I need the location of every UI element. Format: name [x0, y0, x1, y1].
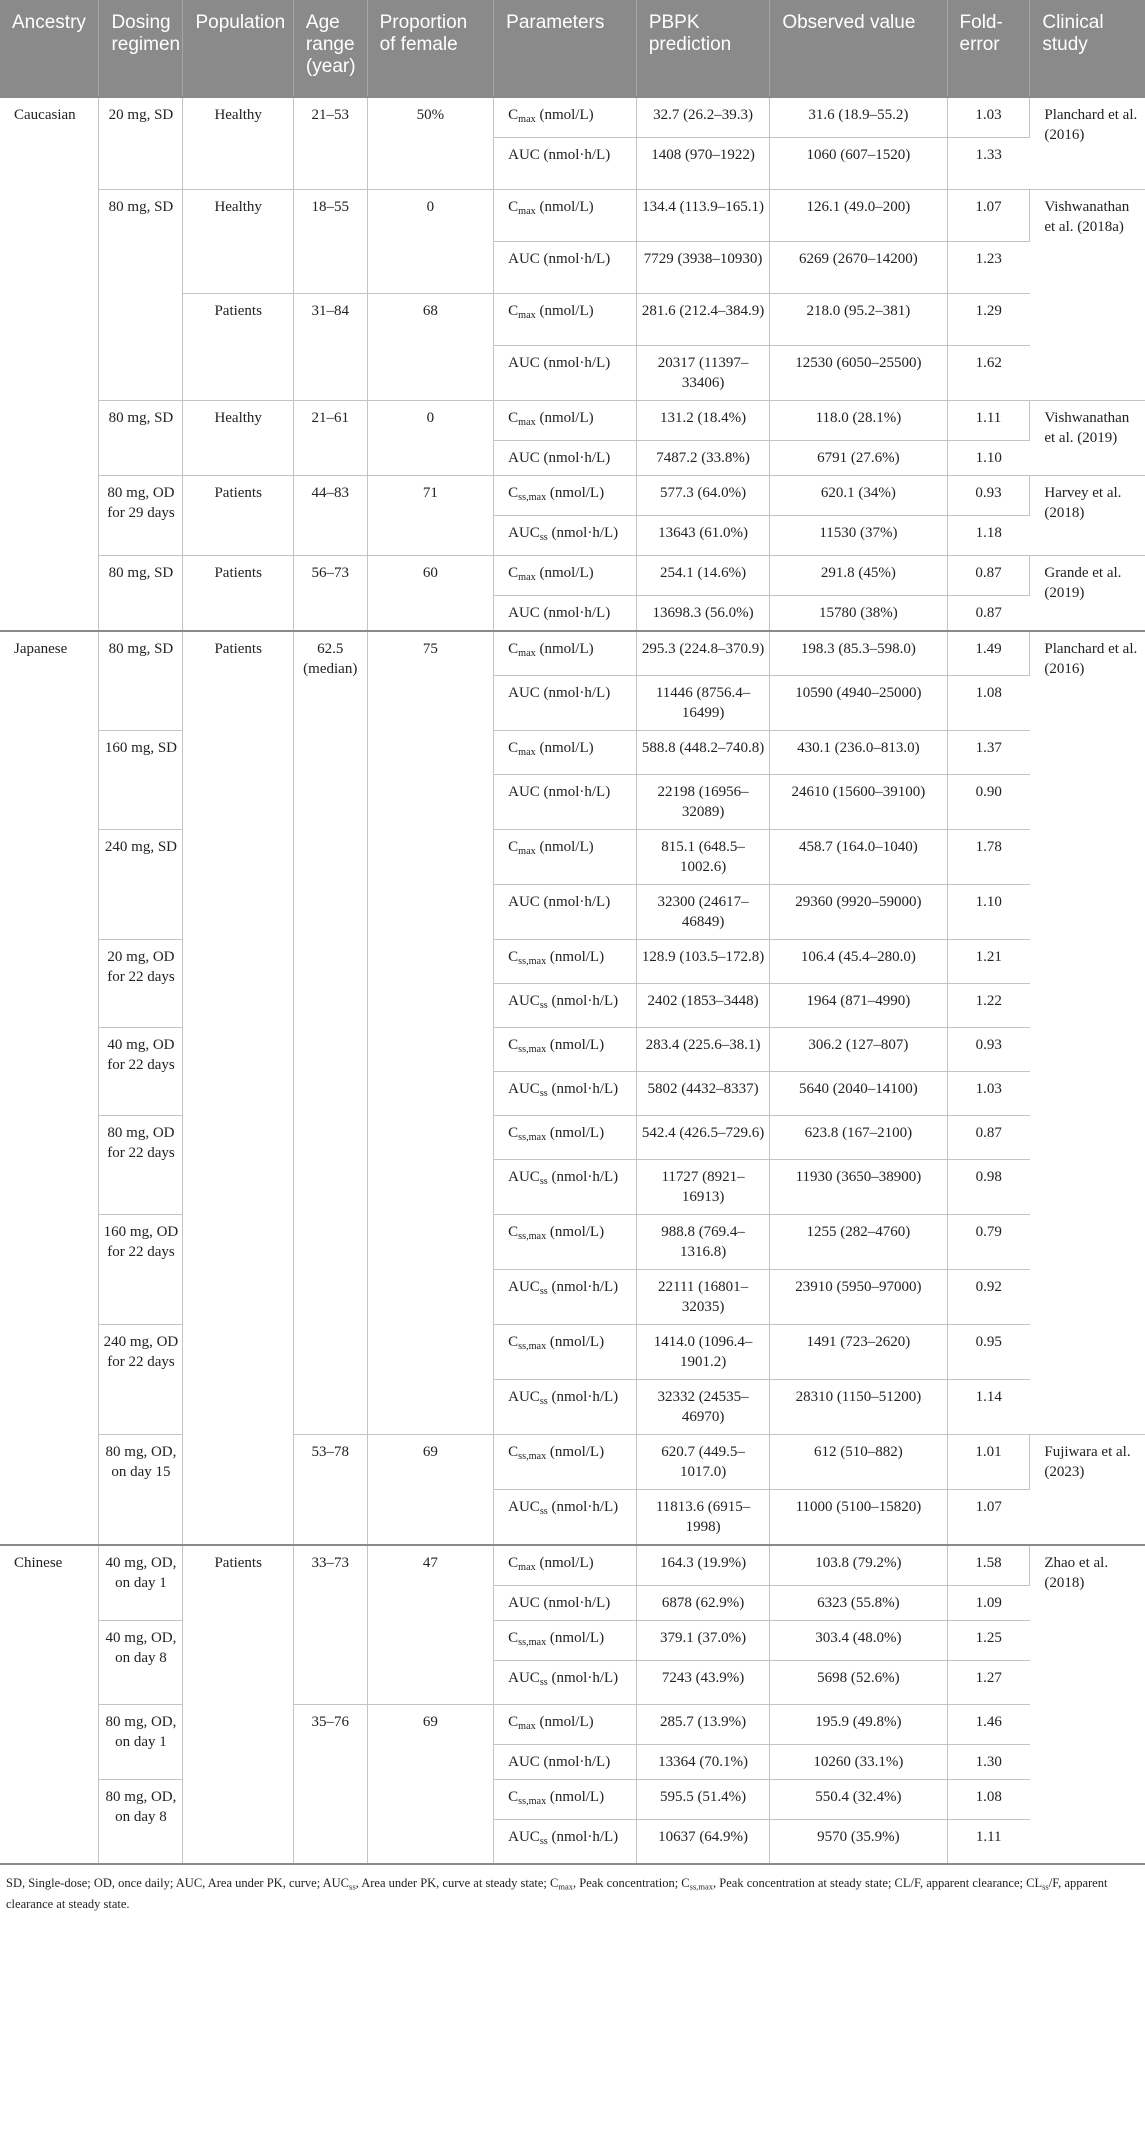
clinical-study-cell: Grande et al. (2019) — [1030, 556, 1145, 632]
dosing-regimen-cell: 80 mg, OD, on day 8 — [99, 1779, 183, 1863]
pbpk-prediction-cell: 7729 (3938–10930) — [636, 242, 769, 294]
dosing-regimen-cell: 80 mg, SD — [99, 631, 183, 730]
observed-value-cell: 291.8 (45%) — [770, 556, 947, 596]
dosing-regimen-cell: 40 mg, OD, on day 8 — [99, 1620, 183, 1704]
female-proportion-cell: 50% — [367, 97, 494, 190]
pbpk-prediction-cell: 988.8 (769.4–1316.8) — [636, 1214, 769, 1269]
observed-value-cell: 9570 (35.9%) — [770, 1819, 947, 1863]
fold-error-cell: 0.87 — [947, 1115, 1030, 1159]
table-row — [0, 476, 1145, 516]
parameter-cell: AUC (nmol·h/L) — [494, 675, 637, 730]
fold-error-cell: 1.27 — [947, 1660, 1030, 1704]
observed-value-cell: 620.1 (34%) — [770, 476, 947, 516]
observed-value-cell: 126.1 (49.0–200) — [770, 190, 947, 242]
pbpk-prediction-cell: 620.7 (449.5–1017.0) — [636, 1434, 769, 1489]
observed-value-cell: 1491 (723–2620) — [770, 1324, 947, 1379]
fold-error-cell: 0.93 — [947, 476, 1030, 516]
observed-value-cell: 5698 (52.6%) — [770, 1660, 947, 1704]
pbpk-prediction-cell: 32332 (24535–46970) — [636, 1379, 769, 1434]
dosing-regimen-cell: 80 mg, OD, on day 1 — [99, 1704, 183, 1779]
fold-error-cell: 1.14 — [947, 1379, 1030, 1434]
clinical-study-cell: Zhao et al. (2018) — [1030, 1545, 1145, 1864]
dosing-regimen-cell: 80 mg, OD for 22 days — [99, 1115, 183, 1214]
dosing-regimen-cell: 80 mg, OD, on day 15 — [99, 1434, 183, 1545]
observed-value-cell: 106.4 (45.4–280.0) — [770, 939, 947, 983]
parameter-cell: $C_{ss,max}$ (nmol/L) — [494, 1214, 637, 1269]
observed-value-cell: 430.1 (236.0–813.0) — [770, 730, 947, 774]
pbpk-prediction-cell: 11813.6 (6915–1998) — [636, 1489, 769, 1545]
age-range-cell: 44–83 — [293, 476, 367, 556]
female-proportion-cell: 47 — [367, 1545, 494, 1705]
fold-error-cell: 1.09 — [947, 1585, 1030, 1620]
pbpk-prediction-cell: 1414.0 (1096.4–1901.2) — [636, 1324, 769, 1379]
pbpk-prediction-cell: 6878 (62.9%) — [636, 1585, 769, 1620]
observed-value-cell: 550.4 (32.4%) — [770, 1779, 947, 1819]
fold-error-cell: 1.07 — [947, 1489, 1030, 1545]
pbpk-prediction-cell: 7487.2 (33.8%) — [636, 441, 769, 476]
parameter-cell: $C_{ss,max}$ (nmol/L) — [494, 476, 637, 516]
table-row — [0, 631, 1145, 675]
header-fold-error: Fold-error — [947, 0, 1030, 97]
age-range-cell: 21–61 — [293, 401, 367, 476]
observed-value-cell: 12530 (6050–25500) — [770, 346, 947, 401]
pbpk-prediction-cell: 283.4 (225.6–38.1) — [636, 1027, 769, 1071]
female-proportion-cell: 0 — [367, 401, 494, 476]
header-parameters: Parameters — [494, 0, 637, 97]
pbpk-prediction-cell: 20317 (11397–33406) — [636, 346, 769, 401]
parameter-cell: $AUC_{ss}$ (nmol·h/L) — [494, 516, 637, 556]
observed-value-cell: 6269 (2670–14200) — [770, 242, 947, 294]
table-row — [0, 97, 1145, 138]
parameter-cell: $C_{ss,max}$ (nmol/L) — [494, 1027, 637, 1071]
fold-error-cell: 1.23 — [947, 242, 1030, 294]
fold-error-cell: 1.11 — [947, 1819, 1030, 1863]
parameter-cell: $C_{ss,max}$ (nmol/L) — [494, 939, 637, 983]
pbpk-prediction-cell: 295.3 (224.8–370.9) — [636, 631, 769, 675]
pbpk-prediction-cell: 22111 (16801–32035) — [636, 1269, 769, 1324]
dosing-regimen-cell: 240 mg, OD for 22 days — [99, 1324, 183, 1434]
parameter-cell: AUC (nmol·h/L) — [494, 1585, 637, 1620]
population-cell: Healthy — [183, 97, 293, 190]
observed-value-cell: 10260 (33.1%) — [770, 1744, 947, 1779]
observed-value-cell: 306.2 (127–807) — [770, 1027, 947, 1071]
age-range-cell: 62.5 (median) — [293, 631, 367, 1434]
parameter-cell: AUC (nmol·h/L) — [494, 346, 637, 401]
dosing-regimen-cell: 20 mg, OD for 22 days — [99, 939, 183, 1027]
parameter-cell: $C_{ss,max}$ (nmol/L) — [494, 1115, 637, 1159]
parameter-cell: AUC (nmol·h/L) — [494, 138, 637, 190]
header-proportion-female: Proportion of female — [367, 0, 494, 97]
clinical-study-cell: Planchard et al. (2016) — [1030, 97, 1145, 190]
clinical-study-cell: Vishwanathan et al. (2018a) — [1030, 190, 1145, 401]
age-range-cell: 35–76 — [293, 1704, 367, 1863]
age-range-cell: 53–78 — [293, 1434, 367, 1545]
population-cell: Healthy — [183, 401, 293, 476]
dosing-regimen-cell: 240 mg, SD — [99, 829, 183, 939]
observed-value-cell: 11530 (37%) — [770, 516, 947, 556]
parameter-cell: $C_{max}$ (nmol/L) — [494, 1545, 637, 1586]
population-cell: Patients — [183, 556, 293, 632]
observed-value-cell: 6791 (27.6%) — [770, 441, 947, 476]
pbpk-prediction-cell: 134.4 (113.9–165.1) — [636, 190, 769, 242]
observed-value-cell: 623.8 (167–2100) — [770, 1115, 947, 1159]
observed-value-cell: 10590 (4940–25000) — [770, 675, 947, 730]
parameter-cell: $C_{max}$ (nmol/L) — [494, 631, 637, 675]
fold-error-cell: 1.10 — [947, 884, 1030, 939]
fold-error-cell: 1.08 — [947, 675, 1030, 730]
pbpk-prediction-cell: 595.5 (51.4%) — [636, 1779, 769, 1819]
header-ancestry: Ancestry — [0, 0, 99, 97]
table-row — [0, 1115, 1145, 1159]
table-row — [0, 556, 1145, 596]
pbpk-prediction-cell: 13643 (61.0%) — [636, 516, 769, 556]
population-cell: Patients — [183, 476, 293, 556]
table-row — [0, 1214, 1145, 1269]
parameter-cell: $C_{max}$ (nmol/L) — [494, 829, 637, 884]
fold-error-cell: 0.95 — [947, 1324, 1030, 1379]
ancestry-cell: Japanese — [0, 631, 99, 1545]
parameter-cell: AUC (nmol·h/L) — [494, 1744, 637, 1779]
pbpk-prediction-cell: 5802 (4432–8337) — [636, 1071, 769, 1115]
parameter-cell: $AUC_{ss}$ (nmol·h/L) — [494, 1489, 637, 1545]
observed-value-cell: 458.7 (164.0–1040) — [770, 829, 947, 884]
fold-error-cell: 0.90 — [947, 774, 1030, 829]
parameter-cell: $AUC_{ss}$ (nmol·h/L) — [494, 1819, 637, 1863]
parameter-cell: $C_{ss,max}$ (nmol/L) — [494, 1324, 637, 1379]
pbpk-prediction-cell: 128.9 (103.5–172.8) — [636, 939, 769, 983]
parameter-cell: $AUC_{ss}$ (nmol·h/L) — [494, 1071, 637, 1115]
clinical-study-cell: Fujiwara et al. (2023) — [1030, 1434, 1145, 1545]
header-clinical-study: Clinical study — [1030, 0, 1145, 97]
pbpk-prediction-cell: 815.1 (648.5–1002.6) — [636, 829, 769, 884]
ancestry-cell: Caucasian — [0, 97, 99, 631]
header-dosing-regimen: Dosing regimen — [99, 0, 183, 97]
female-proportion-cell: 60 — [367, 556, 494, 632]
pbpk-prediction-cell: 542.4 (426.5–729.6) — [636, 1115, 769, 1159]
table-row — [0, 1027, 1145, 1071]
fold-error-cell: 1.49 — [947, 631, 1030, 675]
pbpk-prediction-cell: 7243 (43.9%) — [636, 1660, 769, 1704]
parameter-cell: $C_{max}$ (nmol/L) — [494, 190, 637, 242]
fold-error-cell: 1.07 — [947, 190, 1030, 242]
parameter-cell: $AUC_{ss}$ (nmol·h/L) — [494, 1660, 637, 1704]
pbpk-prediction-cell: 285.7 (13.9%) — [636, 1704, 769, 1744]
parameter-cell: $AUC_{ss}$ (nmol·h/L) — [494, 983, 637, 1027]
fold-error-cell: 1.58 — [947, 1545, 1030, 1586]
pbpk-prediction-cell: 588.8 (448.2–740.8) — [636, 730, 769, 774]
clinical-study-cell: Harvey et al. (2018) — [1030, 476, 1145, 556]
pbpk-prediction-cell: 577.3 (64.0%) — [636, 476, 769, 516]
age-range-cell: 21–53 — [293, 97, 367, 190]
female-proportion-cell: 69 — [367, 1434, 494, 1545]
parameter-cell: $C_{max}$ (nmol/L) — [494, 1704, 637, 1744]
observed-value-cell: 1060 (607–1520) — [770, 138, 947, 190]
parameter-cell: $AUC_{ss}$ (nmol·h/L) — [494, 1159, 637, 1214]
fold-error-cell: 1.11 — [947, 401, 1030, 441]
clinical-study-cell: Planchard et al. (2016) — [1030, 631, 1145, 1434]
table-row — [0, 1779, 1145, 1819]
ancestry-cell: Chinese — [0, 1545, 99, 1864]
age-range-cell: 56–73 — [293, 556, 367, 632]
observed-value-cell: 29360 (9920–59000) — [770, 884, 947, 939]
header-row — [0, 0, 1145, 97]
fold-error-cell: 1.08 — [947, 1779, 1030, 1819]
fold-error-cell: 0.93 — [947, 1027, 1030, 1071]
observed-value-cell: 103.8 (79.2%) — [770, 1545, 947, 1586]
observed-value-cell: 198.3 (85.3–598.0) — [770, 631, 947, 675]
fold-error-cell: 0.98 — [947, 1159, 1030, 1214]
parameter-cell: AUC (nmol·h/L) — [494, 884, 637, 939]
fold-error-cell: 1.22 — [947, 983, 1030, 1027]
parameter-cell: $C_{max}$ (nmol/L) — [494, 556, 637, 596]
pbpk-prediction-cell: 11727 (8921–16913) — [636, 1159, 769, 1214]
observed-value-cell: 24610 (15600–39100) — [770, 774, 947, 829]
fold-error-cell: 1.25 — [947, 1620, 1030, 1660]
table-footnote: SD, Single-dose; OD, once daily; AUC, Area under PK, curve; $AUC_{ss}$, Area under PK, curve at steady state; $C_{max}$, Peak concentration; $C_{ss,max}$, Peak concentration at steady state; CL/F, apparent clearance; $CL_{ss}/F$, apparent clearance at steady state. — [0, 1863, 1145, 1913]
fold-error-cell: 1.33 — [947, 138, 1030, 190]
pbpk-prediction-cell: 11446 (8756.4–16499) — [636, 675, 769, 730]
parameter-cell: $C_{ss,max}$ (nmol/L) — [494, 1779, 637, 1819]
fold-error-cell: 1.21 — [947, 939, 1030, 983]
fold-error-cell: 1.30 — [947, 1744, 1030, 1779]
observed-value-cell: 218.0 (95.2–381) — [770, 294, 947, 346]
pbpk-prediction-cell: 22198 (16956–32089) — [636, 774, 769, 829]
parameter-cell: AUC (nmol·h/L) — [494, 441, 637, 476]
table-row — [0, 401, 1145, 441]
pbpk-prediction-cell: 32.7 (26.2–39.3) — [636, 97, 769, 138]
observed-value-cell: 11930 (3650–38900) — [770, 1159, 947, 1214]
dosing-regimen-cell: 20 mg, SD — [99, 97, 183, 190]
fold-error-cell: 1.03 — [947, 1071, 1030, 1115]
pbpk-prediction-cell: 131.2 (18.4%) — [636, 401, 769, 441]
pbpk-prediction-cell: 2402 (1853–3448) — [636, 983, 769, 1027]
pbpk-prediction-cell: 10637 (64.9%) — [636, 1819, 769, 1863]
pbpk-prediction-cell: 32300 (24617–46849) — [636, 884, 769, 939]
population-cell: Patients — [183, 631, 293, 1545]
observed-value-cell: 118.0 (28.1%) — [770, 401, 947, 441]
pbpk-prediction-cell: 164.3 (19.9%) — [636, 1545, 769, 1586]
age-range-cell: 31–84 — [293, 294, 367, 401]
observed-value-cell: 195.9 (49.8%) — [770, 1704, 947, 1744]
fold-error-cell: 1.37 — [947, 730, 1030, 774]
parameter-cell: $C_{max}$ (nmol/L) — [494, 730, 637, 774]
parameter-cell: $AUC_{ss}$ (nmol·h/L) — [494, 1269, 637, 1324]
table-row — [0, 190, 1145, 242]
observed-value-cell: 31.6 (18.9–55.2) — [770, 97, 947, 138]
fold-error-cell: 0.87 — [947, 596, 1030, 632]
header-age-range: Age range (year) — [293, 0, 367, 97]
table-row — [0, 829, 1145, 884]
dosing-regimen-cell: 80 mg, SD — [99, 190, 183, 401]
header-pbpk-prediction: PBPK prediction — [636, 0, 769, 97]
header-observed-value: Observed value — [770, 0, 947, 97]
observed-value-cell: 11000 (5100–15820) — [770, 1489, 947, 1545]
fold-error-cell: 1.03 — [947, 97, 1030, 138]
population-cell: Healthy — [183, 190, 293, 294]
table-row — [0, 1620, 1145, 1660]
parameter-cell: $C_{max}$ (nmol/L) — [494, 97, 637, 138]
observed-value-cell: 303.4 (48.0%) — [770, 1620, 947, 1660]
female-proportion-cell: 69 — [367, 1704, 494, 1863]
table-row — [0, 730, 1145, 774]
dosing-regimen-cell: 40 mg, OD for 22 days — [99, 1027, 183, 1115]
pbpk-prediction-cell: 281.6 (212.4–384.9) — [636, 294, 769, 346]
fold-error-cell: 1.18 — [947, 516, 1030, 556]
fold-error-cell: 1.46 — [947, 1704, 1030, 1744]
observed-value-cell: 28310 (1150–51200) — [770, 1379, 947, 1434]
pbpk-prediction-cell: 379.1 (37.0%) — [636, 1620, 769, 1660]
fold-error-cell: 0.87 — [947, 556, 1030, 596]
fold-error-cell: 1.62 — [947, 346, 1030, 401]
dosing-regimen-cell: 80 mg, OD for 29 days — [99, 476, 183, 556]
observed-value-cell: 1255 (282–4760) — [770, 1214, 947, 1269]
header-population: Population — [183, 0, 293, 97]
pbpk-prediction-cell: 254.1 (14.6%) — [636, 556, 769, 596]
fold-error-cell: 1.01 — [947, 1434, 1030, 1489]
parameter-cell: $C_{max}$ (nmol/L) — [494, 294, 637, 346]
fold-error-cell: 1.10 — [947, 441, 1030, 476]
observed-value-cell: 15780 (38%) — [770, 596, 947, 632]
female-proportion-cell: 75 — [367, 631, 494, 1434]
parameter-cell: $C_{ss,max}$ (nmol/L) — [494, 1620, 637, 1660]
table-row — [0, 1324, 1145, 1379]
observed-value-cell: 1964 (871–4990) — [770, 983, 947, 1027]
parameter-cell: $C_{max}$ (nmol/L) — [494, 401, 637, 441]
fold-error-cell: 0.79 — [947, 1214, 1030, 1269]
table-row — [0, 1434, 1145, 1489]
pbpk-prediction-cell: 13364 (70.1%) — [636, 1744, 769, 1779]
table-body — [0, 97, 1145, 1863]
observed-value-cell: 23910 (5950–97000) — [770, 1269, 947, 1324]
female-proportion-cell: 0 — [367, 190, 494, 294]
pbpk-prediction-cell: 13698.3 (56.0%) — [636, 596, 769, 632]
clinical-study-cell: Vishwanathan et al. (2019) — [1030, 401, 1145, 476]
parameter-cell: $C_{ss,max}$ (nmol/L) — [494, 1434, 637, 1489]
dosing-regimen-cell: 80 mg, SD — [99, 556, 183, 632]
table-row — [0, 1704, 1145, 1744]
parameter-cell: AUC (nmol·h/L) — [494, 596, 637, 632]
observed-value-cell: 5640 (2040–14100) — [770, 1071, 947, 1115]
parameter-cell: AUC (nmol·h/L) — [494, 774, 637, 829]
dosing-regimen-cell: 80 mg, SD — [99, 401, 183, 476]
observed-value-cell: 6323 (55.8%) — [770, 1585, 947, 1620]
table-row — [0, 939, 1145, 983]
female-proportion-cell: 68 — [367, 294, 494, 401]
fold-error-cell: 1.78 — [947, 829, 1030, 884]
parameter-cell: AUC (nmol·h/L) — [494, 242, 637, 294]
parameter-cell: $AUC_{ss}$ (nmol·h/L) — [494, 1379, 637, 1434]
fold-error-cell: 1.29 — [947, 294, 1030, 346]
pbpk-prediction-cell: 1408 (970–1922) — [636, 138, 769, 190]
population-cell: Patients — [183, 1545, 293, 1864]
age-range-cell: 18–55 — [293, 190, 367, 294]
dosing-regimen-cell: 160 mg, OD for 22 days — [99, 1214, 183, 1324]
fold-error-cell: 0.92 — [947, 1269, 1030, 1324]
population-cell: Patients — [183, 294, 293, 401]
table-row — [0, 1545, 1145, 1586]
observed-value-cell: 612 (510–882) — [770, 1434, 947, 1489]
dosing-regimen-cell: 40 mg, OD, on day 1 — [99, 1545, 183, 1621]
age-range-cell: 33–73 — [293, 1545, 367, 1705]
dosing-regimen-cell: 160 mg, SD — [99, 730, 183, 829]
female-proportion-cell: 71 — [367, 476, 494, 556]
